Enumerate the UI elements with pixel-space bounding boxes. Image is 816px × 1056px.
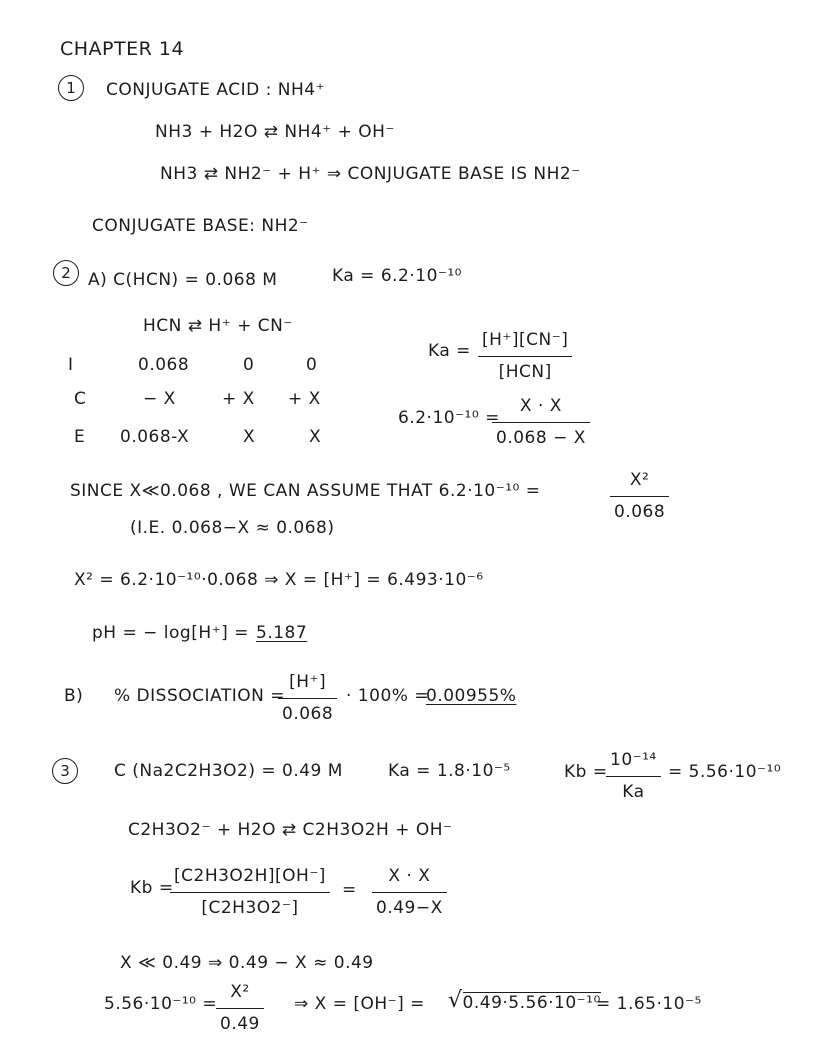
- fraction-numerator: X · X: [388, 866, 431, 886]
- p3-reaction: C2H3O2⁻ + H2O ⇄ C2H3O2H + OH⁻: [128, 820, 453, 840]
- p1-equation-1: NH3 + H2O ⇄ NH4⁺ + OH⁻: [155, 122, 395, 142]
- p2-dissociation-fraction: [278, 672, 337, 724]
- ice-cell: − X: [143, 389, 176, 409]
- fraction-numerator: [C2H3O2H][OH⁻]: [174, 866, 326, 886]
- p3-kb-expression-fraction: [170, 866, 330, 918]
- p3-ka-value: Ka = 1.8·10⁻⁵: [388, 761, 511, 781]
- fraction-bar: [478, 356, 572, 357]
- p2-given-concentration: A) C(HCN) = 0.068 M: [88, 270, 278, 290]
- ice-cell: + X: [288, 389, 321, 409]
- p2-assumption-fraction: [610, 470, 669, 522]
- sqrt-radicand: 0.49·5.56·10⁻¹⁰: [462, 993, 601, 1013]
- ice-cell: X: [309, 427, 322, 447]
- p3-final-fraction: [216, 982, 264, 1034]
- problem-2-number: 2: [53, 260, 79, 286]
- p2-solve-x: X² = 6.2·10⁻¹⁰·0.068 ⇒ X = [H⁺] = 6.493·10⁻⁶: [74, 570, 484, 590]
- p3-kb-expression-equals: =: [342, 880, 357, 900]
- fraction-numerator: [H⁺][CN⁻]: [482, 330, 569, 350]
- p3-final-value: = 1.65·10⁻⁵: [596, 994, 702, 1014]
- p2-part-b-label: B): [64, 686, 84, 706]
- p3-kb-substitution-fraction: [372, 866, 447, 918]
- p2-ka-value: Ka = 6.2·10⁻¹⁰: [332, 266, 462, 286]
- ice-cell: + X: [222, 389, 255, 409]
- fraction-bar: [610, 496, 669, 497]
- p2-dissociation-mid: · 100% =: [346, 686, 430, 706]
- ice-cell: 0: [306, 355, 318, 375]
- p2-assumption: SINCE X≪0.068 , WE CAN ASSUME THAT 6.2·10⁻¹⁰ =: [70, 481, 541, 501]
- p2-ka-expression-fraction: [478, 330, 572, 382]
- fraction-denominator: 0.49: [220, 1014, 260, 1034]
- p3-kb-expression-lhs: Kb =: [130, 878, 174, 898]
- fraction-bar: [170, 892, 330, 893]
- p3-given-concentration: C (Na2C2H3O2) = 0.49 M: [114, 761, 343, 781]
- p2-ka-substitution-lhs: 6.2·10⁻¹⁰ =: [398, 408, 500, 428]
- p3-kb-lhs: Kb =: [564, 762, 608, 782]
- p3-assumption: X ≪ 0.49 ⇒ 0.49 − X ≈ 0.49: [120, 953, 374, 973]
- ice-row-label: I: [68, 355, 74, 375]
- ice-cell: X: [243, 427, 256, 447]
- problem-1-number: 1: [58, 75, 84, 101]
- fraction-denominator: Ka: [622, 782, 645, 802]
- fraction-denominator: 0.068: [614, 502, 666, 522]
- fraction-numerator: X²: [629, 470, 650, 490]
- p3-kb-fraction: [606, 750, 661, 802]
- fraction-bar: [492, 422, 590, 423]
- p2-ph-value: 5.187: [256, 623, 308, 643]
- fraction-denominator: [C2H3O2⁻]: [201, 898, 299, 918]
- fraction-numerator: X²: [230, 982, 250, 1002]
- fraction-denominator: 0.068 − X: [496, 428, 586, 448]
- fraction-bar: [372, 892, 447, 893]
- fraction-bar: [278, 698, 337, 699]
- ice-row-label: E: [74, 427, 86, 447]
- p2-dissociation-lhs: % DISSOCIATION =: [114, 686, 285, 706]
- p2-ph-lhs: pH = − log[H⁺] =: [92, 623, 249, 643]
- fraction-bar: [216, 1008, 264, 1009]
- fraction-denominator: [HCN]: [498, 362, 552, 382]
- square-root-icon: √: [448, 988, 463, 1013]
- p2-dissociation-value: 0.00955%: [426, 686, 517, 706]
- p3-final-sqrt: [448, 990, 601, 1012]
- p2-ka-expression-lhs: Ka =: [428, 341, 471, 361]
- fraction-numerator: [H⁺]: [289, 672, 327, 692]
- p1-equation-2: NH3 ⇄ NH2⁻ + H⁺ ⇒ CONJUGATE BASE IS NH2⁻: [160, 164, 581, 184]
- p2-ie-note: (I.E. 0.068−X ≈ 0.068): [130, 518, 335, 538]
- p2-reaction: HCN ⇄ H⁺ + CN⁻: [143, 316, 293, 336]
- p3-kb-result: = 5.56·10⁻¹⁰: [668, 762, 782, 782]
- fraction-bar: [606, 776, 661, 777]
- p3-final-lhs: 5.56·10⁻¹⁰ =: [104, 994, 218, 1014]
- p2-ka-substitution-fraction: [492, 396, 590, 448]
- ice-cell: 0.068: [138, 355, 190, 375]
- ice-cell: 0.068-X: [120, 427, 190, 447]
- fraction-numerator: 10⁻¹⁴: [610, 750, 657, 770]
- ice-row-label: C: [74, 389, 87, 409]
- ice-cell: 0: [243, 355, 255, 375]
- p1-conjugate-acid: CONJUGATE ACID : NH4⁺: [106, 80, 326, 100]
- chapter-title: CHAPTER 14: [60, 38, 185, 60]
- fraction-denominator: 0.068: [282, 704, 334, 724]
- fraction-denominator: 0.49−X: [376, 898, 443, 918]
- p3-final-mid: ⇒ X = [OH⁻] =: [294, 994, 425, 1014]
- fraction-numerator: X · X: [519, 396, 562, 416]
- p1-conjugate-base: CONJUGATE BASE: NH2⁻: [92, 216, 309, 236]
- problem-3-number: 3: [52, 758, 78, 784]
